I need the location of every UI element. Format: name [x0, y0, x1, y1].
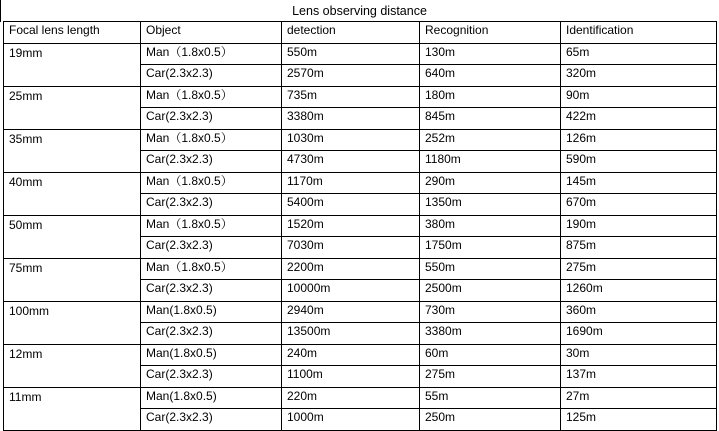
- detection-cell: 1100m: [282, 366, 420, 388]
- detection-cell: 2200m: [282, 258, 420, 280]
- recognition-cell: 290m: [420, 172, 561, 194]
- recognition-cell: 380m: [420, 215, 561, 237]
- detection-cell: 220m: [282, 387, 420, 409]
- detection-cell: 1000m: [282, 409, 420, 431]
- detection-cell: 13500m: [282, 323, 420, 345]
- detection-cell: 1030m: [282, 129, 420, 151]
- recognition-cell: 55m: [420, 387, 561, 409]
- focal-length-cell: 12mm: [4, 344, 141, 387]
- object-cell: Man（1.8x0.5）: [141, 172, 282, 194]
- identification-cell: 145m: [561, 172, 717, 194]
- recognition-cell: 3380m: [420, 323, 561, 345]
- recognition-cell: 250m: [420, 409, 561, 431]
- identification-cell: 320m: [561, 65, 717, 87]
- identification-cell: 137m: [561, 366, 717, 388]
- focal-length-cell: 11mm: [4, 387, 141, 430]
- header-identification: Identification: [561, 22, 717, 44]
- focal-length-cell: 19mm: [4, 43, 141, 86]
- lens-distance-table: [3, 21, 717, 431]
- table-body: [4, 43, 717, 430]
- header-detection: detection: [282, 22, 420, 44]
- object-cell: Man（1.8x0.5）: [141, 215, 282, 237]
- identification-cell: 190m: [561, 215, 717, 237]
- table-title: Lens observing distance: [292, 4, 427, 18]
- recognition-cell: 550m: [420, 258, 561, 280]
- identification-cell: 65m: [561, 43, 717, 65]
- table-row: [4, 258, 717, 280]
- detection-cell: 2570m: [282, 65, 420, 87]
- recognition-cell: 730m: [420, 301, 561, 323]
- detection-cell: 1170m: [282, 172, 420, 194]
- table-row: [4, 129, 717, 151]
- detection-cell: 7030m: [282, 237, 420, 259]
- identification-cell: 360m: [561, 301, 717, 323]
- object-cell: Man(1.8x0.5): [141, 387, 282, 409]
- detection-cell: 240m: [282, 344, 420, 366]
- detection-cell: 3380m: [282, 108, 420, 130]
- focal-length-cell: 100mm: [4, 301, 141, 344]
- detection-cell: 5400m: [282, 194, 420, 216]
- focal-length-cell: 25mm: [4, 86, 141, 129]
- table-row: [4, 301, 717, 323]
- object-cell: Man（1.8x0.5）: [141, 258, 282, 280]
- recognition-cell: 1350m: [420, 194, 561, 216]
- object-cell: Car(2.3x2.3): [141, 108, 282, 130]
- detection-cell: 735m: [282, 86, 420, 108]
- identification-cell: 1690m: [561, 323, 717, 345]
- header-recognition: Recognition: [420, 22, 561, 44]
- focal-length-cell: 40mm: [4, 172, 141, 215]
- detection-cell: 4730m: [282, 151, 420, 173]
- recognition-cell: 2500m: [420, 280, 561, 302]
- table-row: [4, 43, 717, 65]
- identification-cell: 125m: [561, 409, 717, 431]
- recognition-cell: 640m: [420, 65, 561, 87]
- object-cell: Man（1.8x0.5）: [141, 129, 282, 151]
- recognition-cell: 180m: [420, 86, 561, 108]
- focal-length-cell: 50mm: [4, 215, 141, 258]
- header-row: [4, 22, 717, 44]
- object-cell: Man（1.8x0.5）: [141, 43, 282, 65]
- object-cell: Car(2.3x2.3): [141, 151, 282, 173]
- identification-cell: 30m: [561, 344, 717, 366]
- object-cell: Car(2.3x2.3): [141, 280, 282, 302]
- identification-cell: 27m: [561, 387, 717, 409]
- recognition-cell: 1750m: [420, 237, 561, 259]
- focal-length-cell: 75mm: [4, 258, 141, 301]
- recognition-cell: 60m: [420, 344, 561, 366]
- recognition-cell: 1180m: [420, 151, 561, 173]
- detection-cell: 550m: [282, 43, 420, 65]
- object-cell: Car(2.3x2.3): [141, 194, 282, 216]
- object-cell: Car(2.3x2.3): [141, 65, 282, 87]
- identification-cell: 90m: [561, 86, 717, 108]
- identification-cell: 590m: [561, 151, 717, 173]
- recognition-cell: 130m: [420, 43, 561, 65]
- object-cell: Man（1.8x0.5）: [141, 86, 282, 108]
- identification-cell: 422m: [561, 108, 717, 130]
- header-focal-length: Focal lens length: [4, 22, 141, 44]
- identification-cell: 275m: [561, 258, 717, 280]
- detection-cell: 2940m: [282, 301, 420, 323]
- detection-cell: 10000m: [282, 280, 420, 302]
- object-cell: Car(2.3x2.3): [141, 323, 282, 345]
- table-row: [4, 172, 717, 194]
- identification-cell: 670m: [561, 194, 717, 216]
- identification-cell: 875m: [561, 237, 717, 259]
- object-cell: Car(2.3x2.3): [141, 237, 282, 259]
- detection-cell: 1520m: [282, 215, 420, 237]
- object-cell: Car(2.3x2.3): [141, 409, 282, 431]
- recognition-cell: 845m: [420, 108, 561, 130]
- table-row: [4, 344, 717, 366]
- identification-cell: 126m: [561, 129, 717, 151]
- table-row: [4, 86, 717, 108]
- recognition-cell: 252m: [420, 129, 561, 151]
- object-cell: Man(1.8x0.5): [141, 344, 282, 366]
- object-cell: Man(1.8x0.5): [141, 301, 282, 323]
- recognition-cell: 275m: [420, 366, 561, 388]
- focal-length-cell: 35mm: [4, 129, 141, 172]
- header-object: Object: [141, 22, 282, 44]
- table-row: [4, 387, 717, 409]
- table-row: [4, 215, 717, 237]
- object-cell: Car(2.3x2.3): [141, 366, 282, 388]
- identification-cell: 1260m: [561, 280, 717, 302]
